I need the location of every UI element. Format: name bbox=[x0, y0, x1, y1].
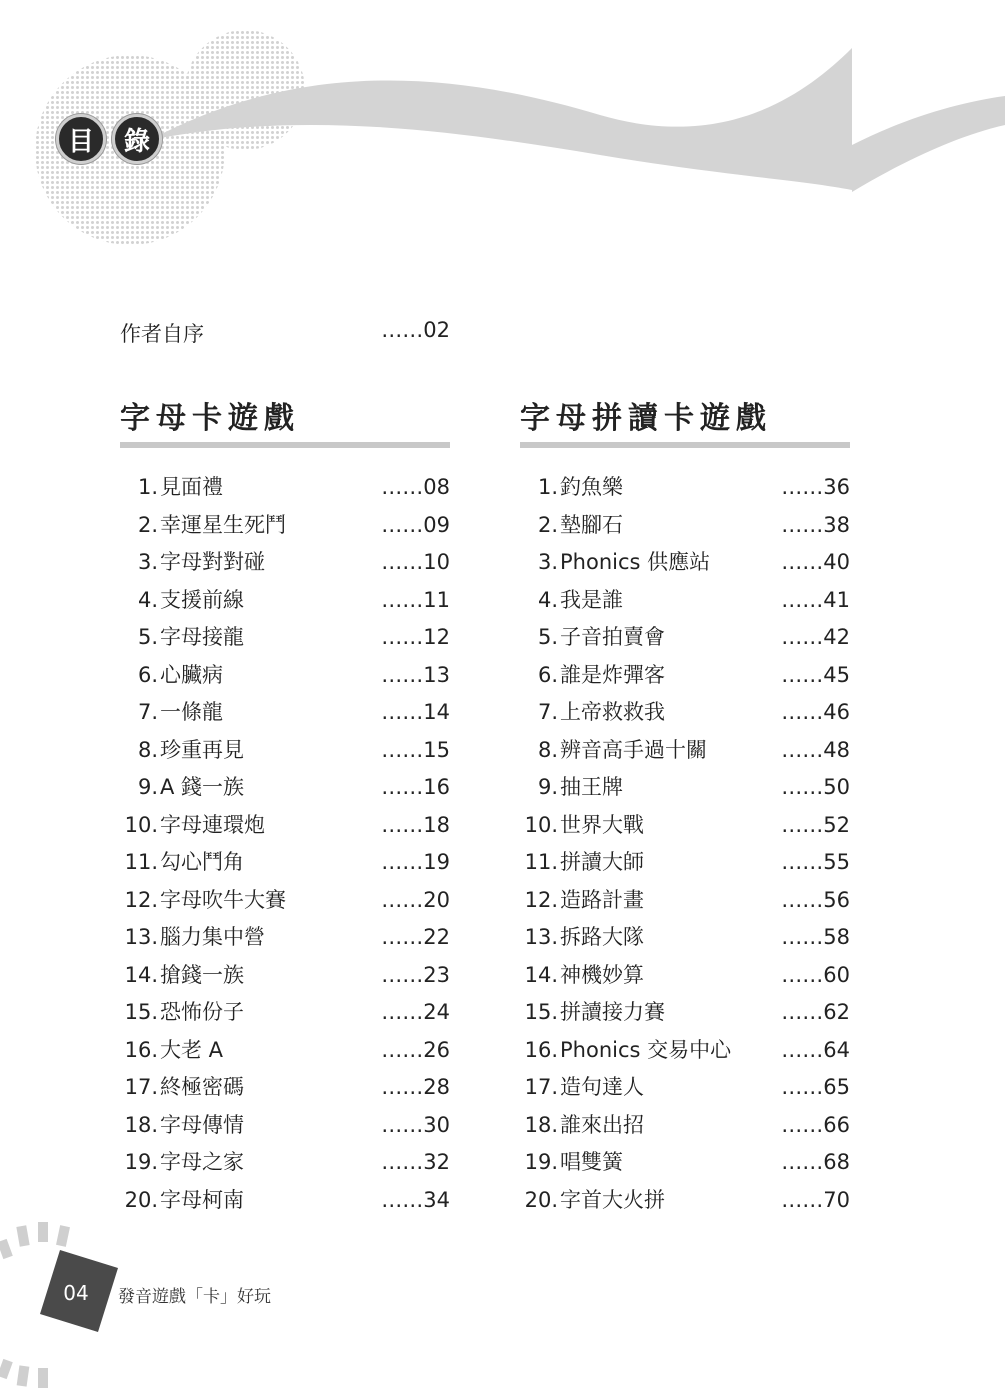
toc-entry[interactable] bbox=[120, 849, 450, 887]
entry-number: 7. bbox=[137, 700, 158, 724]
entry-title: 子音拍賣會 bbox=[560, 625, 665, 649]
entry-title: 字首大火拼 bbox=[560, 1187, 665, 1212]
entry-number: 3. bbox=[137, 550, 158, 574]
entry-page: ……19 bbox=[381, 850, 450, 874]
toc-entry[interactable] bbox=[520, 887, 850, 925]
page-number: 04 bbox=[63, 1281, 89, 1305]
entry-page: ……11 bbox=[381, 587, 450, 612]
entry-page: ……08 bbox=[381, 475, 450, 499]
entry-page: ……55 bbox=[781, 850, 850, 874]
toc-entry[interactable] bbox=[120, 1149, 450, 1187]
entry-number: 1. bbox=[537, 475, 558, 499]
entry-number: 4. bbox=[137, 587, 158, 612]
toc-entry[interactable] bbox=[120, 812, 450, 850]
phonics-card-games-column bbox=[520, 398, 850, 1224]
entry-page: ……16 bbox=[381, 775, 450, 799]
toc-entry[interactable] bbox=[520, 699, 850, 737]
entry-number: 8. bbox=[137, 737, 158, 762]
entry-title: 造句達人 bbox=[560, 1075, 644, 1099]
toc-entry[interactable] bbox=[120, 999, 450, 1037]
entry-page: ……50 bbox=[781, 775, 850, 799]
entry-title: 造路計畫 bbox=[560, 887, 644, 912]
entry-title: 拼讀接力賽 bbox=[560, 1000, 665, 1024]
entry-page: ……12 bbox=[381, 625, 450, 649]
entry-title: 字母接龍 bbox=[160, 625, 244, 649]
toc-entry[interactable] bbox=[120, 1037, 450, 1075]
entry-title: 拆路大隊 bbox=[560, 925, 644, 949]
entry-title: 字母連環炮 bbox=[160, 812, 265, 837]
entry-title: 一條龍 bbox=[160, 700, 223, 724]
entry-title: 幸運星生死鬥 bbox=[160, 512, 286, 537]
entry-title: 抽王牌 bbox=[560, 775, 623, 799]
entry-page: ……24 bbox=[381, 1000, 450, 1024]
entry-page: ……23 bbox=[381, 962, 450, 987]
entry-title: A 錢一族 bbox=[160, 775, 245, 799]
toc-entry[interactable] bbox=[520, 999, 850, 1037]
entry-number: 20. bbox=[124, 1187, 158, 1212]
entry-title: 勾心鬥角 bbox=[160, 850, 244, 874]
entry-number: 17. bbox=[124, 1075, 158, 1099]
toc-entry[interactable] bbox=[520, 624, 850, 662]
toc-entry[interactable] bbox=[520, 924, 850, 962]
toc-list bbox=[520, 474, 850, 1224]
entry-title: 神機妙算 bbox=[560, 962, 644, 987]
entry-page: ……70 bbox=[781, 1187, 850, 1212]
entry-number: 5. bbox=[137, 625, 158, 649]
entry-number: 17. bbox=[524, 1075, 558, 1099]
toc-entry[interactable] bbox=[120, 1074, 450, 1112]
entry-page: ……09 bbox=[381, 512, 450, 537]
entry-page: ……26 bbox=[381, 1037, 450, 1062]
entry-number: 18. bbox=[524, 1112, 558, 1137]
entry-title: 辨音高手過十關 bbox=[560, 737, 707, 762]
toc-entry[interactable] bbox=[120, 699, 450, 737]
ribbon-tail bbox=[852, 96, 1005, 192]
entry-number: 2. bbox=[537, 512, 558, 537]
entry-title: 上帝救救我 bbox=[560, 700, 665, 724]
entry-number: 11. bbox=[124, 850, 158, 874]
entry-title: 釣魚樂 bbox=[560, 475, 623, 499]
entry-page: ……46 bbox=[781, 700, 850, 724]
entry-page: ……60 bbox=[781, 962, 850, 987]
toc-entry[interactable] bbox=[120, 1112, 450, 1150]
entry-number: 14. bbox=[524, 962, 558, 987]
section-divider bbox=[520, 442, 850, 448]
toc-entry[interactable] bbox=[120, 887, 450, 925]
toc-entry[interactable] bbox=[520, 662, 850, 700]
entry-number: 12. bbox=[124, 887, 158, 912]
entry-page: ……56 bbox=[781, 887, 850, 912]
entry-page: ……41 bbox=[781, 587, 850, 612]
toc-entry[interactable] bbox=[520, 812, 850, 850]
entry-title: 見面禮 bbox=[160, 475, 223, 499]
entry-number: 10. bbox=[124, 812, 158, 837]
toc-entry[interactable] bbox=[520, 737, 850, 775]
entry-title: 字母傳情 bbox=[160, 1112, 244, 1137]
toc-entry[interactable] bbox=[520, 512, 850, 550]
letter-card-games-column bbox=[120, 398, 450, 1224]
entry-page: ……40 bbox=[781, 550, 850, 574]
entry-number: 16. bbox=[524, 1037, 558, 1062]
entry-title: 誰來出招 bbox=[560, 1112, 644, 1137]
toc-entry[interactable] bbox=[520, 1112, 850, 1150]
entry-title: 珍重再見 bbox=[160, 737, 244, 762]
section-divider bbox=[120, 442, 450, 448]
entry-page: ……58 bbox=[781, 925, 850, 949]
entry-page: ……28 bbox=[381, 1075, 450, 1099]
entry-number: 2. bbox=[137, 512, 158, 537]
entry-title: 字母柯南 bbox=[160, 1187, 244, 1212]
entry-number: 16. bbox=[124, 1037, 158, 1062]
toc-list bbox=[120, 474, 450, 1224]
toc-entry[interactable] bbox=[120, 587, 450, 625]
entry-page: ……18 bbox=[381, 812, 450, 837]
entry-page: ……22 bbox=[381, 925, 450, 949]
entry-title: 終極密碼 bbox=[160, 1075, 244, 1099]
entry-number: 12. bbox=[524, 887, 558, 912]
entry-number: 3. bbox=[537, 550, 558, 574]
entry-page: ……36 bbox=[781, 475, 850, 499]
entry-number: 9. bbox=[537, 775, 558, 799]
entry-title: 墊腳石 bbox=[560, 512, 623, 537]
entry-number: 5. bbox=[537, 625, 558, 649]
entry-title: Phonics 交易中心 bbox=[560, 1037, 732, 1062]
toc-entry[interactable] bbox=[120, 474, 450, 512]
entry-title: 字母吹牛大賽 bbox=[160, 887, 286, 912]
entry-title: 世界大戰 bbox=[560, 812, 644, 837]
toc-entry[interactable] bbox=[120, 512, 450, 550]
entry-number: 4. bbox=[537, 587, 558, 612]
entry-number: 8. bbox=[537, 737, 558, 762]
entry-title: 搶錢一族 bbox=[160, 962, 244, 987]
dot-circle-small bbox=[185, 30, 305, 150]
entry-number: 18. bbox=[124, 1112, 158, 1137]
entry-number: 15. bbox=[124, 1000, 158, 1024]
preface-page: ……02 bbox=[381, 318, 450, 342]
toc-entry[interactable] bbox=[120, 962, 450, 1000]
entry-page: ……62 bbox=[781, 1000, 850, 1024]
toc-entry[interactable] bbox=[120, 624, 450, 662]
entry-number: 9. bbox=[137, 775, 158, 799]
entry-number: 13. bbox=[524, 925, 558, 949]
toc-entry[interactable] bbox=[520, 849, 850, 887]
entry-number: 19. bbox=[124, 1150, 158, 1174]
section-title: 字母卡遊戲 bbox=[120, 401, 300, 436]
entry-number: 7. bbox=[537, 700, 558, 724]
entry-number: 15. bbox=[524, 1000, 558, 1024]
entry-number: 6. bbox=[537, 662, 558, 687]
entry-number: 6. bbox=[137, 662, 158, 687]
toc-entry[interactable] bbox=[120, 924, 450, 962]
toc-entry[interactable] bbox=[120, 1187, 450, 1225]
book-title: 發音遊戲「卡」好玩 bbox=[118, 1287, 271, 1307]
entry-page: ……30 bbox=[381, 1112, 450, 1137]
entry-title: 唱雙簧 bbox=[560, 1150, 623, 1174]
entry-page: ……68 bbox=[781, 1150, 850, 1174]
entry-title: 腦力集中營 bbox=[160, 925, 265, 949]
entry-title: 支援前線 bbox=[160, 587, 244, 612]
toc-entry[interactable] bbox=[120, 549, 450, 587]
entry-title: 字母對對碰 bbox=[160, 550, 265, 574]
entry-page: ……32 bbox=[381, 1150, 450, 1174]
entry-number: 19. bbox=[524, 1150, 558, 1174]
entry-page: ……42 bbox=[781, 625, 850, 649]
entry-title: 我是誰 bbox=[560, 587, 623, 612]
entry-title: 心臟病 bbox=[160, 662, 223, 687]
preface-entry[interactable] bbox=[120, 318, 450, 348]
heading-char-2: 錄 bbox=[112, 114, 162, 164]
entry-title: 拼讀大師 bbox=[560, 850, 644, 874]
toc-entry[interactable] bbox=[520, 1149, 850, 1187]
entry-title: 字母之家 bbox=[160, 1150, 244, 1174]
toc-entry[interactable] bbox=[520, 1187, 850, 1225]
entry-page: ……38 bbox=[781, 512, 850, 537]
entry-title: 恐怖份子 bbox=[160, 1000, 244, 1024]
entry-number: 10. bbox=[524, 812, 558, 837]
entry-page: ……14 bbox=[381, 700, 450, 724]
entry-title: Phonics 供應站 bbox=[560, 550, 711, 574]
entry-page: ……66 bbox=[781, 1112, 850, 1137]
entry-page: ……52 bbox=[781, 812, 850, 837]
toc-entry[interactable] bbox=[120, 774, 450, 812]
heading-char-1: 目 bbox=[56, 114, 106, 164]
entry-page: ……48 bbox=[781, 737, 850, 762]
entry-page: ……34 bbox=[381, 1187, 450, 1212]
entry-number: 14. bbox=[124, 962, 158, 987]
toc-entry[interactable] bbox=[520, 549, 850, 587]
toc-entry[interactable] bbox=[520, 587, 850, 625]
entry-title: 大老 A bbox=[160, 1037, 224, 1062]
entry-page: ……15 bbox=[381, 737, 450, 762]
entry-page: ……65 bbox=[781, 1075, 850, 1099]
preface-title: 作者自序 bbox=[120, 322, 204, 346]
toc-entry[interactable] bbox=[520, 1037, 850, 1075]
toc-entry[interactable] bbox=[120, 737, 450, 775]
toc-entry[interactable] bbox=[520, 1074, 850, 1112]
toc-entry[interactable] bbox=[120, 662, 450, 700]
entry-page: ……13 bbox=[381, 662, 450, 687]
entry-number: 1. bbox=[137, 475, 158, 499]
toc-entry[interactable] bbox=[520, 474, 850, 512]
toc-heading bbox=[56, 114, 162, 164]
entry-page: ……10 bbox=[381, 550, 450, 574]
entry-page: ……20 bbox=[381, 887, 450, 912]
entry-number: 13. bbox=[124, 925, 158, 949]
entry-page: ……64 bbox=[781, 1037, 850, 1062]
entry-page: ……45 bbox=[781, 662, 850, 687]
section-title: 字母拼讀卡遊戲 bbox=[520, 401, 772, 436]
toc-entry[interactable] bbox=[520, 774, 850, 812]
entry-title: 誰是炸彈客 bbox=[560, 662, 665, 687]
toc-entry[interactable] bbox=[520, 962, 850, 1000]
entry-number: 20. bbox=[524, 1187, 558, 1212]
entry-number: 11. bbox=[524, 850, 558, 874]
